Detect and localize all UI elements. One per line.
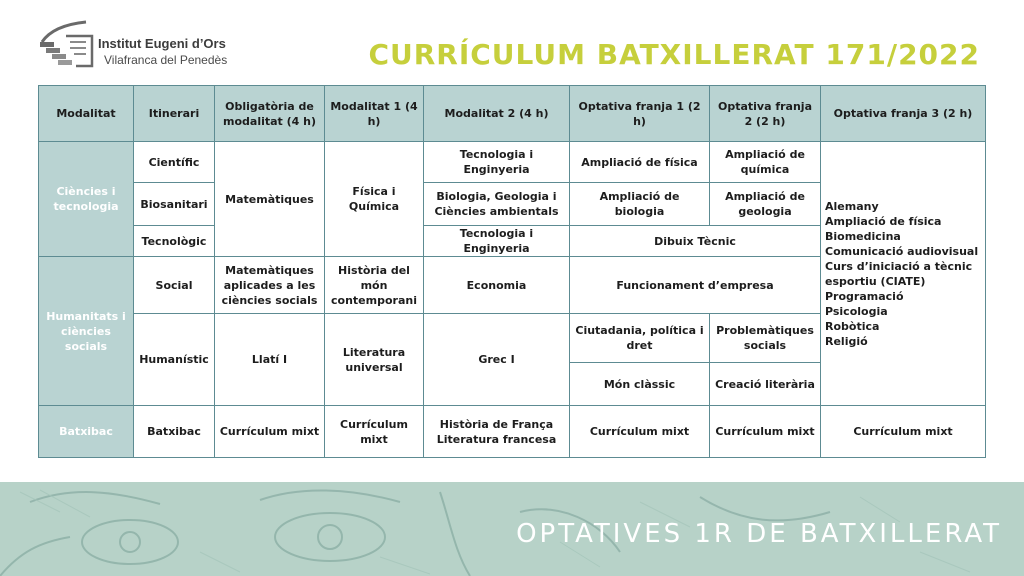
modalitat1-batxibac: Currículum mixt — [325, 406, 424, 458]
modalitat-batxibac: Batxibac — [39, 406, 134, 458]
list-item: Curs d’iniciació a tècnic — [825, 259, 973, 273]
modalitat2-tecnologic: Tecnologia i Enginyeria — [424, 226, 570, 257]
curriculum-table — [38, 85, 986, 458]
itinerari-batxibac: Batxibac — [134, 406, 215, 458]
franja12-tecnologic: Dibuix Tècnic — [570, 226, 821, 257]
franja1-batxibac: Currículum mixt — [570, 406, 710, 458]
modalitat2-humanistic: Grec I — [424, 314, 570, 406]
page-title: CURRÍCULUM BATXILLERAT 171/2022 — [368, 38, 980, 71]
modalitat2-biosanitari: Biologia, Geologia i Ciències ambientals — [424, 183, 570, 226]
franja1-humanistic-b: Món clàssic — [570, 363, 710, 406]
header-row — [39, 86, 986, 142]
school-town: Vilafranca del Penedès — [104, 53, 228, 67]
obligatoria-batxibac: Currículum mixt — [215, 406, 325, 458]
list-item: Alemany — [825, 199, 879, 213]
franja2-cientific: Ampliació de química — [710, 142, 821, 183]
list-item: esportiu (CIATE) — [825, 274, 926, 288]
modalitat2-cientific: Tecnologia i Enginyeria — [424, 142, 570, 183]
modalitat2-batxibac — [424, 406, 570, 458]
modalitat-humanitats: Humanitats i ciències socials — [39, 257, 134, 406]
header-obligatoria: Obligatòria de modalitat (4 h) — [215, 86, 325, 142]
modalitat2-batxibac-line1: Història de França — [439, 417, 554, 431]
header-itinerari: Itinerari — [134, 86, 215, 142]
franja1-biosanitari: Ampliació de biologia — [570, 183, 710, 226]
franja12-social: Funcionament d’empresa — [570, 257, 821, 314]
franja3-options-list — [821, 142, 986, 406]
header-modalitat: Modalitat — [39, 86, 134, 142]
list-item: Comunicació audiovisual — [825, 244, 979, 258]
itinerari-tecnologic: Tecnològic — [134, 226, 215, 257]
school-name: Institut Eugeni d’Ors — [98, 36, 226, 51]
franja2-biosanitari: Ampliació de geologia — [710, 183, 821, 226]
franja1-cientific: Ampliació de física — [570, 142, 710, 183]
modalitat2-social: Economia — [424, 257, 570, 314]
header-franja-2: Optativa franja 2 (2 h) — [710, 86, 821, 142]
itinerari-biosanitari: Biosanitari — [134, 183, 215, 226]
modalitat-ciencies: Ciències i tecnologia — [39, 142, 134, 257]
modalitat1-fisica-quimica: Física i Química — [325, 142, 424, 257]
table-row-cientific — [39, 142, 986, 183]
franja2-humanistic-b: Creació literària — [710, 363, 821, 406]
franja3-batxibac: Currículum mixt — [821, 406, 986, 458]
itinerari-humanistic: Humanístic — [134, 314, 215, 406]
modalitat2-batxibac-line2: Literatura francesa — [436, 432, 557, 446]
franja2-batxibac: Currículum mixt — [710, 406, 821, 458]
franja2-humanistic-a: Problemàtiques socials — [710, 314, 821, 363]
staircase-logo-icon — [36, 12, 96, 72]
itinerari-cientific: Científic — [134, 142, 215, 183]
modalitat1-social: Història del món contemporani — [325, 257, 424, 314]
list-item: Programació — [825, 289, 904, 303]
franja1-humanistic-a: Ciutadania, política i dret — [570, 314, 710, 363]
header-modalitat-1: Modalitat 1 (4 h) — [325, 86, 424, 142]
obligatoria-social: Matemàtiques aplicades a les ciències socials — [215, 257, 325, 314]
header-modalitat-2: Modalitat 2 (4 h) — [424, 86, 570, 142]
table-row-batxibac — [39, 406, 986, 458]
list-item: Ampliació de física — [825, 214, 942, 228]
header-franja-3: Optativa franja 3 (2 h) — [821, 86, 986, 142]
list-item: Robòtica — [825, 319, 880, 333]
modalitat1-humanistic: Literatura universal — [325, 314, 424, 406]
school-logo — [36, 12, 246, 74]
list-item: Religió — [825, 334, 868, 348]
header-franja-1: Optativa franja 1 (2 h) — [570, 86, 710, 142]
list-item: Biomedicina — [825, 229, 901, 243]
obligatoria-humanistic: Llatí I — [215, 314, 325, 406]
obligatoria-matematiques: Matemàtiques — [215, 142, 325, 257]
footer-band — [0, 482, 1024, 576]
footer-title: OPTATIVES 1R DE BATXILLERAT — [516, 519, 1002, 549]
itinerari-social: Social — [134, 257, 215, 314]
list-item: Psicologia — [825, 304, 888, 318]
